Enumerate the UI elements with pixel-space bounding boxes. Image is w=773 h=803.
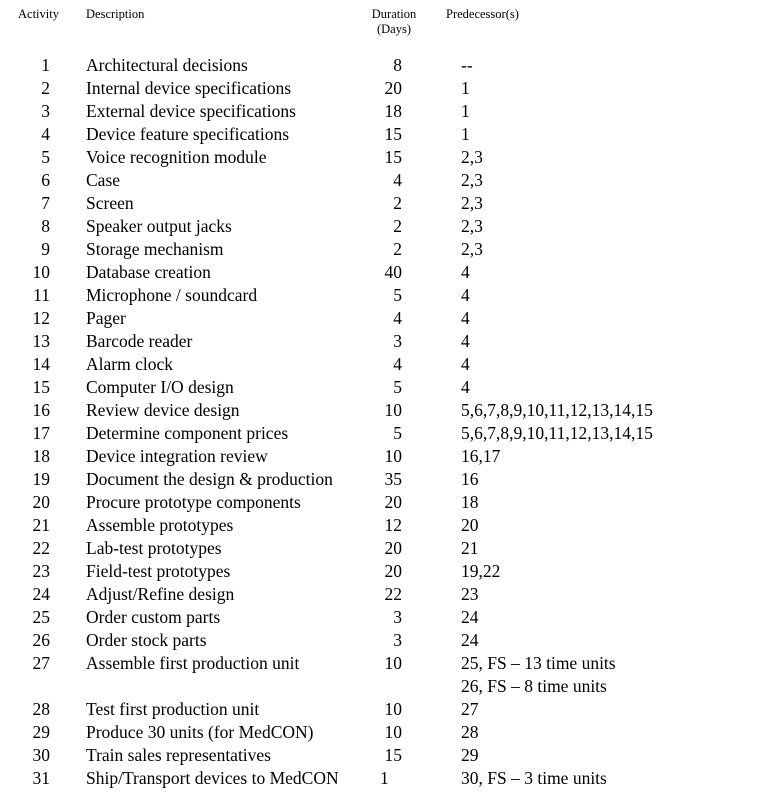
activity-duration: 2 — [393, 239, 402, 259]
table-row — [0, 376, 773, 399]
activity-description: Procure prototype components — [86, 492, 301, 512]
predecessor-entry: 27 — [461, 699, 479, 719]
activity-predecessors — [461, 330, 470, 353]
activity-duration: 15 — [384, 147, 402, 167]
activity-predecessors — [461, 629, 479, 652]
activity-predecessors — [461, 100, 470, 123]
activity-number: 6 — [41, 170, 50, 190]
activity-duration: 1 — [380, 768, 389, 788]
predecessor-entry: -- — [461, 55, 473, 75]
predecessor-entry: 2,3 — [461, 147, 483, 167]
activity-duration: 5 — [393, 285, 402, 305]
activity-duration: 10 — [384, 400, 402, 420]
table-row — [0, 468, 773, 491]
activity-number: 31 — [32, 768, 50, 788]
activity-predecessors — [461, 560, 500, 583]
activity-number: 25 — [32, 607, 50, 627]
activity-description: Voice recognition module — [86, 147, 267, 167]
activity-number: 27 — [32, 653, 50, 673]
activity-duration: 22 — [384, 584, 402, 604]
table-row — [0, 261, 773, 284]
activity-number: 9 — [41, 239, 50, 259]
activity-table — [0, 54, 773, 790]
predecessor-entry: 23 — [461, 584, 479, 604]
table-row — [0, 330, 773, 353]
predecessor-entry: 16 — [461, 469, 479, 489]
activity-description: Case — [86, 170, 121, 190]
table-row — [0, 353, 773, 376]
activity-predecessors — [461, 468, 479, 491]
predecessor-entry: 28 — [461, 722, 479, 742]
activity-number: 17 — [32, 423, 50, 443]
header-description: Description — [86, 7, 145, 21]
activity-description: Adjust/Refine design — [86, 584, 235, 604]
table-row — [0, 77, 773, 100]
activity-duration: 3 — [393, 630, 402, 650]
predecessor-entry: 26, FS – 8 time units — [461, 676, 607, 696]
activity-number: 7 — [41, 193, 50, 213]
header-duration-line2: (Days) — [376, 22, 411, 36]
table-row — [0, 698, 773, 721]
predecessor-entry: 2,3 — [461, 239, 483, 259]
table-row — [0, 744, 773, 767]
predecessor-entry: 2,3 — [461, 216, 483, 236]
activity-number: 21 — [32, 515, 50, 535]
activity-description: Assemble first production unit — [86, 653, 300, 673]
activity-number: 18 — [32, 446, 50, 466]
predecessor-entry: 4 — [461, 285, 470, 305]
activity-duration: 2 — [393, 193, 402, 213]
activity-predecessors — [461, 238, 483, 261]
activity-number: 10 — [32, 262, 50, 282]
activity-predecessors — [461, 422, 653, 445]
activity-description: Speaker output jacks — [86, 216, 232, 236]
activity-description: Database creation — [86, 262, 211, 282]
predecessor-entry: 5,6,7,8,9,10,11,12,13,14,15 — [461, 400, 653, 420]
table-row — [0, 767, 773, 790]
table-row — [0, 445, 773, 468]
activity-description: Computer I/O design — [86, 377, 234, 397]
activity-description: Internal device specifications — [86, 78, 292, 98]
activity-predecessors — [461, 192, 483, 215]
table-row — [0, 100, 773, 123]
predecessor-entry: 4 — [461, 377, 470, 397]
table-row — [0, 491, 773, 514]
activity-description: Architectural decisions — [86, 55, 248, 75]
activity-predecessors — [461, 652, 616, 698]
activity-predecessors — [461, 307, 470, 330]
activity-description: Field-test prototypes — [86, 561, 231, 581]
activity-duration: 18 — [384, 101, 402, 121]
activity-description: Determine component prices — [86, 423, 289, 443]
activity-number: 23 — [32, 561, 50, 581]
activity-duration: 35 — [384, 469, 402, 489]
table-row — [0, 54, 773, 77]
predecessor-entry: 19,22 — [461, 561, 501, 581]
predecessor-entry: 4 — [461, 262, 470, 282]
activity-number: 3 — [41, 101, 50, 121]
activity-predecessors — [461, 399, 653, 422]
table-row — [0, 284, 773, 307]
activity-description: Alarm clock — [86, 354, 173, 374]
activity-duration: 4 — [393, 354, 402, 374]
table-row — [0, 721, 773, 744]
predecessor-entry: 16,17 — [461, 446, 501, 466]
activity-predecessors — [461, 744, 479, 767]
predecessor-entry: 4 — [461, 331, 470, 351]
activity-duration: 20 — [384, 561, 402, 581]
activity-number: 2 — [41, 78, 50, 98]
predecessor-entry: 1 — [461, 124, 470, 144]
activity-predecessors — [461, 721, 479, 744]
header-duration-line1: Duration — [371, 7, 417, 21]
activity-number: 12 — [32, 308, 50, 328]
activity-duration: 3 — [393, 607, 402, 627]
activity-predecessors — [461, 353, 470, 376]
table-row — [0, 606, 773, 629]
activity-duration: 15 — [384, 745, 402, 765]
table-row — [0, 238, 773, 261]
activity-duration: 10 — [384, 653, 402, 673]
activity-predecessors — [461, 77, 470, 100]
activity-description: Microphone / soundcard — [86, 285, 258, 305]
predecessor-entry: 5,6,7,8,9,10,11,12,13,14,15 — [461, 423, 653, 443]
table-row — [0, 215, 773, 238]
activity-description: Assemble prototypes — [86, 515, 234, 535]
table-row — [0, 560, 773, 583]
activity-description: Order stock parts — [86, 630, 207, 650]
activity-number: 8 — [41, 216, 50, 236]
activity-description: Document the design & production — [86, 469, 333, 489]
activity-description: Pager — [86, 308, 126, 328]
activity-predecessors — [461, 146, 483, 169]
activity-number: 19 — [32, 469, 50, 489]
activity-number: 1 — [41, 55, 50, 75]
table-row — [0, 169, 773, 192]
activity-predecessors — [461, 583, 479, 606]
activity-number: 29 — [32, 722, 50, 742]
table-row — [0, 307, 773, 330]
activity-predecessors — [461, 261, 470, 284]
activity-duration: 20 — [384, 538, 402, 558]
activity-description: Lab-test prototypes — [86, 538, 222, 558]
table-row — [0, 399, 773, 422]
predecessor-entry: 24 — [461, 630, 479, 650]
activity-duration: 40 — [384, 262, 402, 282]
predecessor-entry: 21 — [461, 538, 479, 558]
activity-predecessors — [461, 123, 470, 146]
activity-duration: 4 — [393, 308, 402, 328]
activity-number: 13 — [32, 331, 50, 351]
activity-number: 30 — [32, 745, 50, 765]
table-row — [0, 537, 773, 560]
predecessor-entry: 2,3 — [461, 170, 483, 190]
activity-duration: 10 — [384, 699, 402, 719]
table-row — [0, 192, 773, 215]
activity-number: 15 — [32, 377, 50, 397]
activity-predecessors — [461, 169, 483, 192]
activity-description: Screen — [86, 193, 134, 213]
activity-duration: 2 — [393, 216, 402, 236]
predecessor-entry: 18 — [461, 492, 479, 512]
activity-predecessors — [461, 537, 479, 560]
activity-predecessors — [461, 215, 483, 238]
predecessor-entry: 4 — [461, 354, 470, 374]
activity-description: Barcode reader — [86, 331, 193, 351]
predecessor-entry: 30, FS – 3 time units — [461, 768, 607, 788]
activity-number: 14 — [32, 354, 50, 374]
activity-predecessors — [461, 514, 479, 537]
activity-predecessors — [461, 698, 479, 721]
predecessor-entry: 4 — [461, 308, 470, 328]
activity-predecessors — [461, 445, 500, 468]
activity-duration: 8 — [393, 55, 402, 75]
table-row — [0, 146, 773, 169]
activity-duration: 3 — [393, 331, 402, 351]
activity-description: Produce 30 units (for MedCON) — [86, 722, 314, 742]
header-duration — [360, 7, 428, 37]
activity-predecessors — [461, 284, 470, 307]
activity-number: 16 — [32, 400, 50, 420]
activity-number: 28 — [32, 699, 50, 719]
activity-number: 24 — [32, 584, 50, 604]
activity-predecessors — [461, 376, 470, 399]
predecessor-entry: 20 — [461, 515, 479, 535]
activity-duration: 5 — [393, 423, 402, 443]
table-row — [0, 652, 773, 698]
activity-duration: 20 — [384, 492, 402, 512]
activity-description: Ship/Transport devices to MedCON — [86, 768, 339, 788]
header-activity: Activity — [18, 7, 59, 21]
activity-description: Device feature specifications — [86, 124, 290, 144]
activity-duration: 15 — [384, 124, 402, 144]
activity-predecessors — [461, 767, 607, 790]
activity-number: 4 — [41, 124, 50, 144]
activity-duration: 5 — [393, 377, 402, 397]
table-row — [0, 422, 773, 445]
activity-duration: 4 — [393, 170, 402, 190]
table-row — [0, 629, 773, 652]
table-row — [0, 514, 773, 537]
predecessor-entry: 2,3 — [461, 193, 483, 213]
activity-duration: 10 — [384, 722, 402, 742]
activity-number: 26 — [32, 630, 50, 650]
activity-description: Device integration review — [86, 446, 268, 466]
predecessor-entry: 1 — [461, 101, 470, 121]
predecessor-entry: 29 — [461, 745, 479, 765]
predecessor-entry: 25, FS – 13 time units — [461, 653, 616, 673]
activity-predecessors — [461, 491, 479, 514]
activity-description: Review device design — [86, 400, 240, 420]
table-row — [0, 583, 773, 606]
table-row — [0, 123, 773, 146]
activity-number: 22 — [32, 538, 50, 558]
header-predecessors: Predecessor(s) — [446, 7, 519, 21]
activity-description: Order custom parts — [86, 607, 221, 627]
activity-duration: 20 — [384, 78, 402, 98]
activity-description: Train sales representatives — [86, 745, 271, 765]
predecessor-entry: 1 — [461, 78, 470, 98]
activity-description: External device specifications — [86, 101, 296, 121]
activity-description: Storage mechanism — [86, 239, 224, 259]
activity-predecessors — [461, 54, 473, 77]
activity-number: 11 — [33, 285, 50, 305]
activity-number: 20 — [32, 492, 50, 512]
activity-description: Test first production unit — [86, 699, 260, 719]
predecessor-entry: 24 — [461, 607, 479, 627]
activity-duration: 12 — [384, 515, 402, 535]
activity-duration: 10 — [384, 446, 402, 466]
activity-predecessors — [461, 606, 479, 629]
activity-number: 5 — [41, 147, 50, 167]
